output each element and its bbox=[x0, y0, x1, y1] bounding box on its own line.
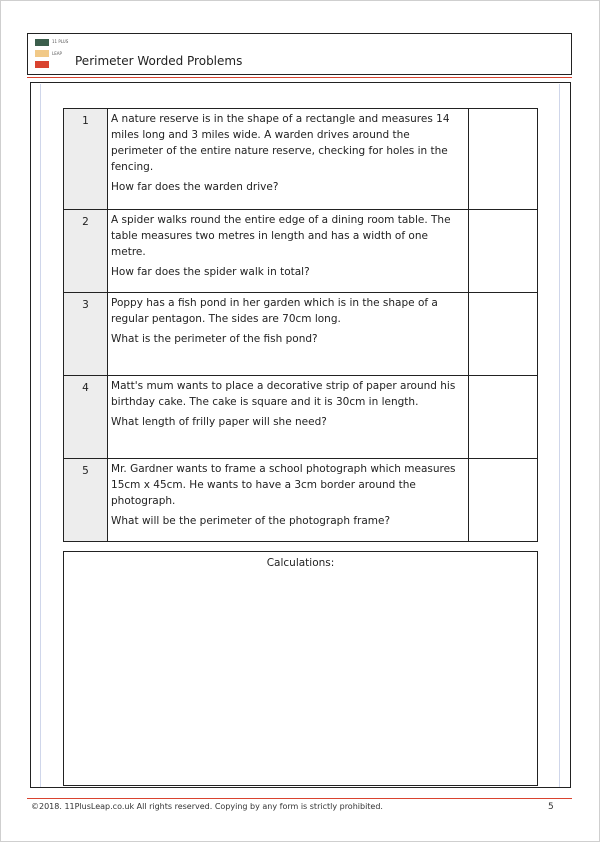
margin-guide-right bbox=[559, 84, 560, 787]
logo-text-line2: LEAP bbox=[52, 51, 62, 56]
answer-cell[interactable] bbox=[468, 210, 537, 293]
table-row bbox=[64, 210, 538, 293]
problem-cell bbox=[108, 293, 469, 376]
problem-number: 2 bbox=[64, 210, 108, 293]
brand-logo bbox=[35, 39, 75, 71]
answer-cell[interactable] bbox=[468, 459, 537, 542]
problem-cell bbox=[108, 210, 469, 293]
calculations-label: Calculations: bbox=[266, 557, 335, 569]
problem-cell bbox=[108, 459, 469, 542]
problem-number: 1 bbox=[64, 109, 108, 210]
answer-cell[interactable] bbox=[468, 293, 537, 376]
copyright-notice: ©2018. 11PlusLeap.co.uk All rights reserved. Copying by any form is strictly prohibited. bbox=[31, 802, 383, 811]
logo-text-line1: 11 PLUS bbox=[52, 39, 69, 44]
page-number: 5 bbox=[548, 802, 554, 812]
table-row bbox=[64, 376, 538, 459]
table-row bbox=[64, 459, 538, 542]
problems-table bbox=[63, 108, 538, 542]
problem-number: 3 bbox=[64, 293, 108, 376]
problem-text: A spider walks round the entire edge of a dining room table. The table measures two metres in length and has a width of one metre. bbox=[111, 214, 451, 258]
problem-question: What will be the perimeter of the photograph frame? bbox=[111, 515, 391, 527]
problem-number: 4 bbox=[64, 376, 108, 459]
footer-divider bbox=[27, 798, 572, 799]
logo-bar-green bbox=[35, 39, 49, 46]
problem-question: What is the perimeter of the fish pond? bbox=[111, 333, 318, 345]
problem-text: Mr. Gardner wants to frame a school photograph which measures 15cm x 45cm. He wants to have a 3cm border around the photograph. bbox=[111, 463, 456, 507]
problem-question: How far does the warden drive? bbox=[111, 181, 279, 193]
header bbox=[27, 33, 572, 75]
problem-text: Poppy has a fish pond in her garden which is in the shape of a regular pentagon. The sides are 70cm long. bbox=[111, 297, 438, 325]
problem-number: 5 bbox=[64, 459, 108, 542]
calculations-area[interactable] bbox=[63, 551, 538, 786]
problem-text: A nature reserve is in the shape of a rectangle and measures 14 miles long and 3 miles wide. A warden drives around the perimeter of the entire nature reserve, checking for holes in the fencing. bbox=[111, 113, 450, 173]
table-row bbox=[64, 109, 538, 210]
answer-cell[interactable] bbox=[468, 109, 537, 210]
problem-cell bbox=[108, 109, 469, 210]
header-divider bbox=[27, 77, 572, 78]
page-title: Perimeter Worded Problems bbox=[75, 54, 243, 68]
problem-cell bbox=[108, 376, 469, 459]
problem-text: Matt's mum wants to place a decorative strip of paper around his birthday cake. The cake is square and it is 30cm in length. bbox=[111, 380, 456, 408]
table-row bbox=[64, 293, 538, 376]
answer-cell[interactable] bbox=[468, 376, 537, 459]
problem-question: What length of frilly paper will she need? bbox=[111, 416, 327, 428]
logo-bar-yellow bbox=[35, 50, 49, 57]
logo-bar-red bbox=[35, 61, 49, 68]
margin-guide-left bbox=[40, 84, 41, 787]
problem-question: How far does the spider walk in total? bbox=[111, 266, 310, 278]
